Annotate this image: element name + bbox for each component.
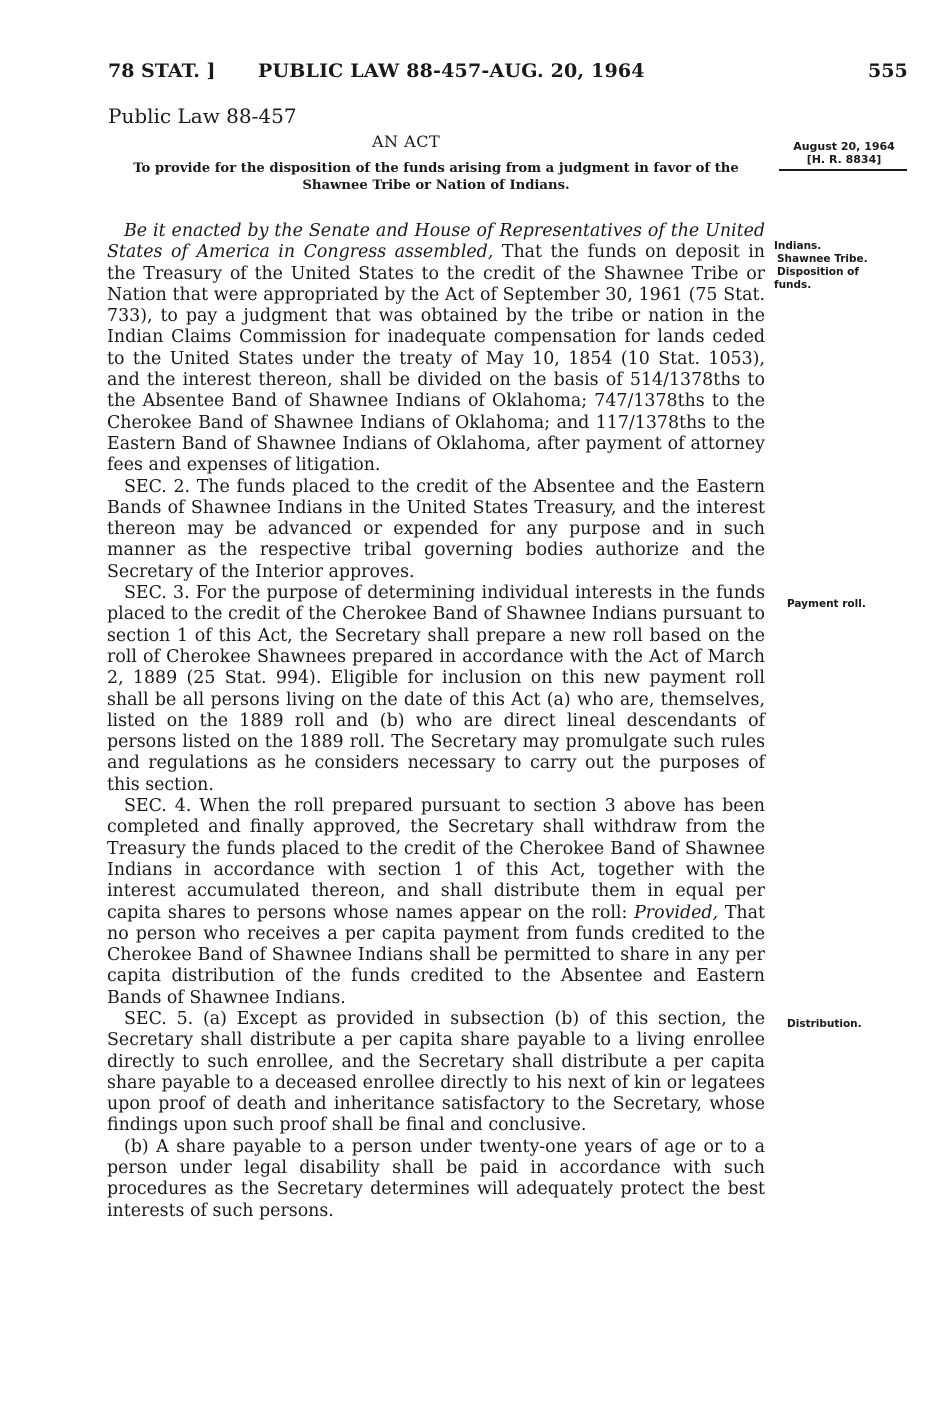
section-4-text: SEC. 4. When the roll prepared pursuant to section 3 above has been completed and finally approved, the Secretary shall withdraw from the Treasury the funds placed to the credit of the Cherokee Band of Shawnee Indians in accordance with section 1 of this Act, together with the interest accumulated thereon, and shall distribute them in equal per capita shares to persons whose names appear on the roll: [107, 796, 765, 923]
margin-note-line: Shawnee Tribe. [777, 253, 868, 265]
bill-number: [H. R. 8834] [806, 153, 882, 166]
section-4 [107, 796, 765, 1009]
date-note [779, 140, 909, 171]
section-3: SEC. 3. For the purpose of determining individual interests in the funds placed to the credit of the Cherokee Band of Shawnee Indians pursuant to section 1 of this Act, the Secretary shall prepare a new roll based on the roll of Cherokee Shawnees prepared in accordance with the Act of March 2, 1889 (25 Stat. 994). Eligible for inclusion on this new payment roll shall be all persons living on the date of this Act (a) who are, themselves, listed on the 1889 roll and (b) who are direct lineal descendants of persons listed on the 1889 roll. The Secretary may promulgate such rules and regulations as he considers necessary to carry out the purposes of this section. [107, 583, 765, 795]
act-body [107, 221, 765, 1222]
law-number: Public Law 88-457 [108, 104, 297, 128]
section-4-proviso: That no person who receives a per capita payment from funds credited to the Cherokee Band of Shawnee Indians shall be permitted to share in any per capita distribution of the funds credited to the Absentee and Eastern Bands of Shawnee Indians. [107, 902, 765, 1008]
provided-clause: Provided, [634, 902, 719, 923]
section-5a: SEC. 5. (a) Except as provided in subsection (b) of this section, the Secretary shall distribute a per capita share payable to a living enrollee directly to such enrollee, and the Secretary shall distribute a per capita share payable to a deceased enrollee directly to his next of kin or legatees upon proof of death and inheritance satisfactory to the Secretary, whose findings upon such proof shall be final and conclusive. [107, 1008, 765, 1136]
statute-volume: 78 STAT. ] [108, 60, 216, 82]
margin-note-indians [774, 240, 914, 292]
running-header: PUBLIC LAW 88-457-AUG. 20, 1964 [258, 60, 645, 82]
margin-note-distribution: Distribution. [787, 1018, 862, 1030]
act-title: To provide for the disposition of the funds arising from a judgment in favor of the Shawnee Tribe or Nation of Indians. [133, 161, 739, 193]
page-number: 555 [868, 60, 908, 82]
section-1-text: That the funds on deposit in the Treasury of the United States to the credit of the Shawnee Tribe or Nation that were appropriated by the Act of September 30, 1961 (75 Stat. 733), to pay a judgment that was obtained by the tribe or nation in the Indian Claims Commission for inadequate compensation for lands ceded to the United States under the treaty of May 10, 1854 (10 Stat. 1053), and the interest thereon, shall be divided on the basis of 514/1378ths to the Absentee Band of Shawnee Indians of Oklahoma; 747/1378ths to the Cherokee Band of Shawnee Indians of Oklahoma; and 117/1378ths to the Eastern Band of Shawnee Indians of Oklahoma, after payment of attorney fees and expenses of litigation. [107, 242, 765, 476]
date-rule [779, 169, 907, 171]
margin-note-line: Disposition of [777, 266, 859, 278]
enacting-clause: Be it enacted by the Senate and House of Representatives of the United States of America in Congress assembled, [107, 221, 765, 263]
section-2: SEC. 2. The funds placed to the credit of the Absentee and the Eastern Bands of Shawnee Indians in the United States Treasury, and the interest thereon may be advanced or expended for any purpose and in such manner as the respective tribal governing bodies authorize and the Secretary of the Interior approves. [107, 476, 765, 582]
section-5b: (b) A share payable to a person under twenty-one years of age or to a person under legal disability shall be paid in accordance with such procedures as the Secretary determines will adequately protect the best interests of such persons. [107, 1136, 765, 1221]
margin-note-line: Indians. [774, 240, 822, 252]
act-label: AN ACT [372, 132, 441, 151]
margin-note-payment-roll: Payment roll. [787, 598, 866, 610]
margin-note-line: funds. [774, 279, 812, 291]
enactment-date: August 20, 1964 [793, 140, 895, 153]
section-1 [107, 221, 765, 477]
